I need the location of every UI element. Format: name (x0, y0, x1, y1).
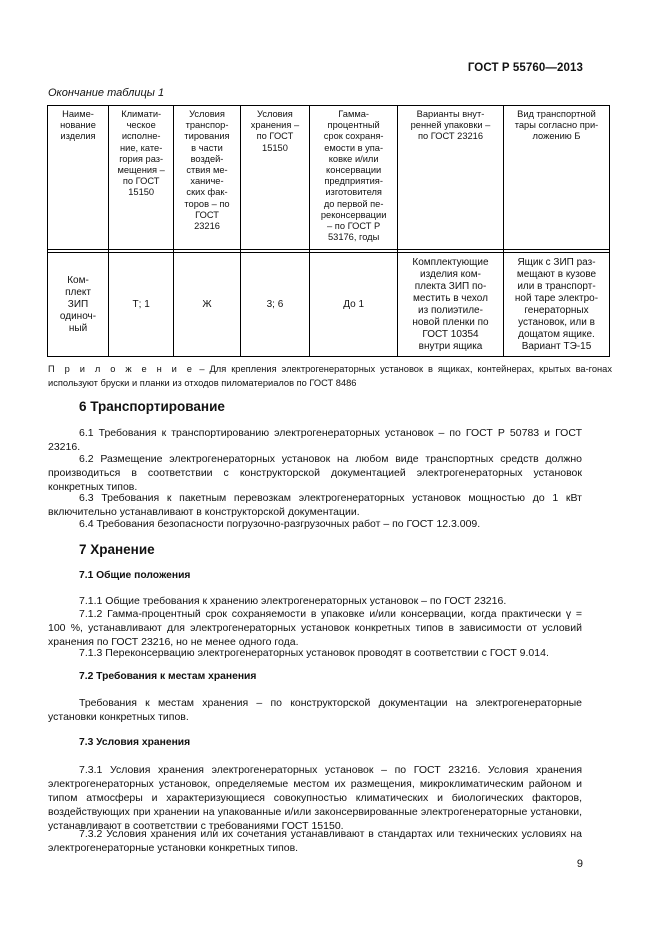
section-7-title: 7 Хранение (79, 542, 155, 557)
cell-product: Ком- плект ЗИП одиноч- ный (48, 253, 109, 357)
table-caption: Окончание таблицы 1 (48, 87, 165, 99)
paragraph-7-3-2: 7.3.2 Условия хранения или их сочетания устанавливают в стандартах или технических условиях на электрогенераторные установки конкретных типов. (48, 828, 582, 854)
col-header-storage: Условия хранения – по ГОСТ 15150 (240, 106, 310, 250)
paragraph-7-1-2: 7.1.2 Гамма-процентный срок сохраняемости в упаковке и/или консервации, когда практически γ = 100 %, устанавливают для электрогенераторных установок конкретных типов в зависимости от условий хранения по ГОСТ 23216, но не менее одного года. (48, 608, 582, 648)
cell-inner-packing: Комплектующие изделия ком- плекта ЗИП по- местить в чехол из полиэтиле- новой пленки по ГОСТ 10354 внутри ящика (398, 253, 504, 357)
note-text: – Для крепления электрогенераторных установок в ящиках, контейнерах, крытых ва-гонах используют бруски и планки из отходов пиломатериалов по ГОСТ 8486 (48, 364, 612, 388)
paragraph-7-2: Требования к местам хранения – по конструкторской документации на электрогенераторные установки конкретных типов. (48, 697, 582, 723)
cell-transport: Ж (174, 253, 240, 357)
paragraph-7-3-1: 7.3.1 Условия хранения электрогенераторных установок – по ГОСТ 23216. Условия хранения электрогенераторных установок, определяемые местом их размещения, микроклиматическим районом и типом атмосферы и характеризующиеся совокупностью климатических и биологических факторов, воздействующих при хранении на упакованные и/или законсервированные электрогенераторные установки, устанавливают в соответствии с требованиями ГОСТ 15150. (48, 764, 582, 832)
subsection-7-3-title: 7.3 Условия хранения (79, 737, 191, 748)
paragraph-6-3: 6.3 Требования к пакетным перевозкам электрогенераторных установок мощностью до 1 кВт включительно устанавливают в конструкторской документации. (48, 492, 582, 518)
subsection-7-2-title: 7.2 Требования к местам хранения (79, 671, 257, 682)
note-label: П р и л о ж е н и е (48, 364, 195, 374)
paragraph-7-1-1: 7.1.1 Общие требования к хранению электрогенераторных установок – по ГОСТ 23216. (79, 595, 507, 607)
cell-shelf-life: До 1 (310, 253, 398, 357)
col-header-product: Наиме- нование изделия (48, 106, 109, 250)
cell-storage: 3; 6 (240, 253, 310, 357)
paragraph-7-1-3: 7.1.3 Переконсервацию электрогенераторных установок проводят в соответствии с ГОСТ 9.014. (79, 647, 549, 659)
paragraph-6-4: 6.4 Требования безопасности погрузочно-разгрузочных работ – по ГОСТ 12.3.009. (79, 518, 481, 530)
paragraph-6-1: 6.1 Требования к транспортированию электрогенераторных установок – по ГОСТ Р 50783 и ГОСТ 23216. (48, 427, 582, 453)
cell-container-type: Ящик с ЗИП раз- мещают в кузове или в транспорт- ной таре электро- генераторных установок, или в дощатом ящике. Вариант ТЭ-15 (503, 253, 609, 357)
col-header-transport: Условия транспор- тирования в части воздей- ствия ме- ханиче- ских фак- торов – по ГОСТ 23216 (174, 106, 240, 250)
document-id-header: ГОСТ Р 55760—2013 (467, 62, 583, 74)
cell-climate: Т; 1 (109, 253, 174, 357)
subsection-7-1-title: 7.1 Общие положения (79, 570, 191, 581)
table-header-row (48, 106, 610, 250)
table-1-continuation (47, 105, 610, 357)
col-header-shelf-life: Гамма- процентный срок сохраня- емости в упа- ковке и/или консервации предприятия- изготовителя до первой пе- реконсервации – по ГОСТ Р 53176, годы (310, 106, 398, 250)
col-header-inner-packing: Варианты внут- ренней упаковки – по ГОСТ 23216 (398, 106, 504, 250)
section-6-title: 6 Транспортирование (79, 399, 225, 414)
page-number: 9 (576, 858, 583, 870)
col-header-container-type: Вид транспортной тары согласно при- ложению Б (503, 106, 609, 250)
table-note (48, 362, 612, 390)
paragraph-6-2: 6.2 Размещение электрогенераторных установок на любом виде транспортных средств должно производиться в соответствии с конструкторской документацией электрогенераторных установок конкретных типов. (48, 453, 582, 493)
table-row (48, 253, 610, 357)
col-header-climate: Климати- ческое исполне- ние, кате- гория раз- мещения – по ГОСТ 15150 (109, 106, 174, 250)
